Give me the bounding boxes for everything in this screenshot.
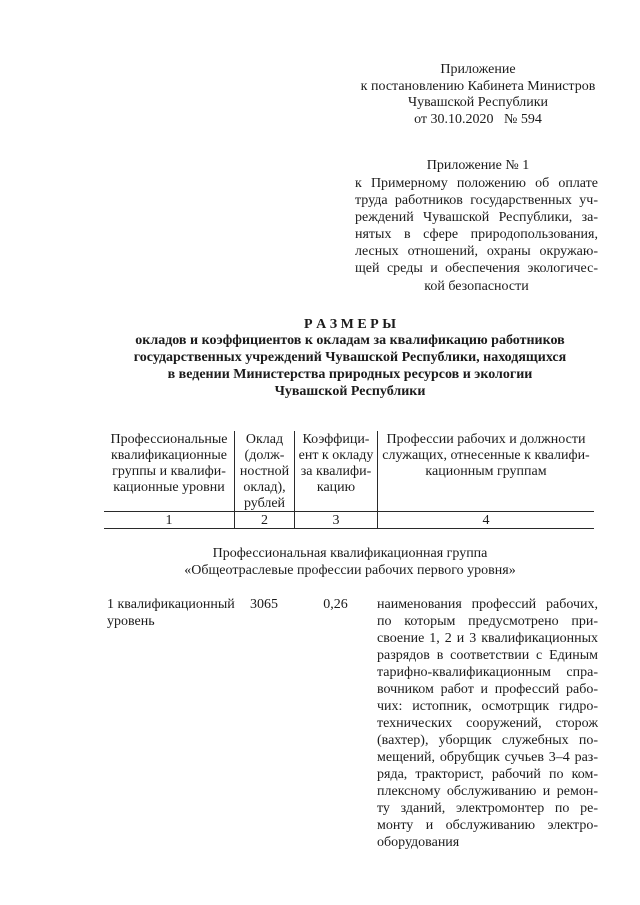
table-column-number: 1: [165, 512, 173, 528]
table-header-line: Профессиональные: [110, 432, 228, 447]
qualification-group-title-line: Профессиональная квалификационная группа: [212, 545, 488, 561]
qualification-level: [107, 596, 234, 630]
professions-line: по которым предусмотрено при-: [377, 613, 598, 629]
professions-line: (вахтер), уборщик служебных по-: [377, 732, 598, 748]
qualification-level-line: уровень: [107, 613, 155, 629]
table-header-line: ент к окладу: [298, 448, 374, 463]
table-header-cell-salary: [235, 432, 294, 512]
table-row: [0, 596, 640, 856]
document-subtitle-line: окладов и коэффициентов к окладам за квалификацию работников: [135, 333, 565, 349]
table-column-number: 3: [332, 512, 340, 528]
table-header-line: оклад),: [243, 480, 286, 495]
approval-block: [350, 62, 606, 128]
professions-line: вочником работ и профессий рабо-: [377, 681, 598, 697]
professions-line: оборудования: [377, 834, 460, 850]
professions-line: ту зданий, электромонтер по ре-: [377, 800, 598, 816]
document-title: [90, 317, 610, 401]
document-subtitle-line: Чувашской Республики: [274, 383, 426, 399]
table-header-line: кацию: [316, 480, 356, 495]
qualification-group: [0, 545, 640, 865]
table-header-cell-group: [104, 432, 234, 496]
table-header-cell-professions: [378, 432, 594, 480]
table-header-line: Оклад: [245, 432, 284, 447]
table-header-line: группы и квалифи-: [112, 464, 226, 479]
qualification-group-title: [90, 545, 610, 579]
table-header-line: кационные уровни: [113, 480, 225, 495]
table-header-line: ностной: [239, 464, 290, 479]
appendix-reference-line: нятых в сфере природопользования,: [355, 227, 598, 243]
coefficient-value: 0,26: [323, 596, 348, 612]
appendix-reference-line: реждений Чувашской Республики, за-: [355, 209, 598, 225]
approval-line: к постановлению Кабинета Министров: [360, 78, 596, 94]
table-header-line: Коэффици-: [302, 432, 370, 447]
appendix-reference-line: к Примерному положению об оплате: [355, 175, 598, 191]
table-column-number: 4: [482, 512, 490, 528]
table-header-line: за квалифи-: [300, 464, 372, 479]
document-subtitle-line: в ведении Министерства природных ресурсов и экологии: [167, 366, 533, 382]
professions-line: монту и обслуживанию электро-: [377, 817, 598, 833]
professions-line: технических сооружений, сторож: [377, 715, 598, 731]
professions-line: наименования профессий рабочих,: [377, 596, 598, 612]
table-header-line: служащих, отнесенные к квалифи-: [382, 448, 590, 463]
professions-line: мещений, обрубщик сучьев 3–4 раз-: [377, 749, 598, 765]
appendix-reference-line: щей среды и обеспечения экологичес-: [355, 261, 598, 277]
professions-line: чих: истопник, осмотрщик гидро-: [377, 698, 598, 714]
approval-date-number: от 30.10.2020 № 594: [414, 111, 542, 127]
table-header-line: Профессии рабочих и должности: [386, 432, 586, 447]
table-column-number: 2: [261, 512, 268, 528]
table-header-cell-coefficient: [295, 432, 377, 496]
appendix-reference-line: кой безопасности: [424, 278, 529, 294]
document-subtitle-line: государственных учреждений Чувашской Республики, находящихся: [133, 350, 567, 366]
document-heading: Р А З М Е Р Ы: [304, 316, 396, 332]
professions-line: своение 1, 2 и 3 квалификационных: [377, 630, 598, 646]
salary-value: 3065: [250, 596, 278, 612]
table-header-line: квалификационные: [111, 448, 227, 463]
appendix-reference: [355, 175, 598, 295]
professions-list: [377, 596, 598, 851]
professions-line: разрядов в соответствии с Единым: [377, 647, 598, 663]
professions-line: плексному обслуживанию и ремон-: [377, 783, 598, 799]
approval-line: Приложение: [440, 62, 516, 77]
table-header-line: (долж-: [244, 448, 285, 463]
appendix-reference-line: лесных отношений, охраны окружаю-: [355, 244, 598, 260]
table-header-line: рублей: [243, 496, 286, 511]
professions-line: ряда, тракторист, рабочий по ком-: [377, 766, 598, 782]
professions-line: тарифно-квалификационным спра-: [377, 664, 598, 680]
qualification-group-title-line: «Общеотраслевые профессии рабочих первого уровня»: [184, 562, 516, 578]
salary-table-header: [104, 431, 594, 529]
approval-line: Чувашской Республики: [407, 95, 549, 110]
table-header-line: кационным группам: [425, 464, 547, 479]
qualification-level-line: 1 квалификационный: [107, 596, 235, 612]
appendix-reference-line: труда работников государственных уч-: [355, 192, 598, 208]
appendix-title: Приложение № 1: [426, 158, 530, 173]
